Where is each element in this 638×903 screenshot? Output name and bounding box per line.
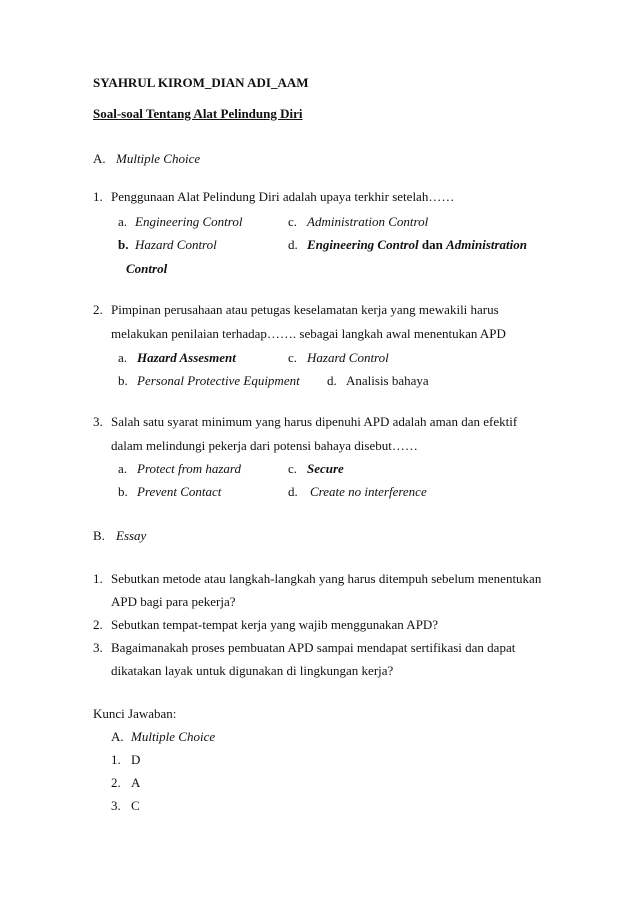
question-number: 3. bbox=[93, 414, 103, 429]
essay-text: Bagaimanakah proses pembuatan APD sampai mendapat sertifikasi dan dapat bbox=[111, 640, 516, 655]
section-a-letter: A. bbox=[93, 151, 106, 166]
answer-number: 2. bbox=[111, 775, 121, 790]
option-letter: b. bbox=[118, 373, 128, 388]
option-letter: c. bbox=[288, 350, 298, 365]
option-letter: d. bbox=[327, 373, 337, 388]
option-text: Administration Control bbox=[307, 214, 429, 229]
option-text: Secure bbox=[307, 461, 344, 476]
option-text: Hazard Control bbox=[135, 237, 217, 252]
section-b-letter: B. bbox=[93, 528, 105, 543]
doc-subtitle: Soal-soal Tentang Alat Pelindung Diri bbox=[93, 106, 303, 121]
option-text: Create no interference bbox=[310, 484, 427, 499]
answer-value: D bbox=[131, 752, 141, 767]
option-text: Personal Protective Equipment bbox=[137, 373, 300, 388]
essay-text: Sebutkan tempat-tempat kerja yang wajib menggunakan APD? bbox=[111, 617, 439, 632]
option-letter: a. bbox=[118, 461, 128, 476]
option-letter: b. bbox=[118, 484, 128, 499]
option-letter: a. bbox=[118, 214, 128, 229]
answer-key-heading: Kunci Jawaban: bbox=[93, 706, 177, 721]
option-letter: b. bbox=[118, 237, 129, 252]
option-text-part: dan bbox=[418, 237, 447, 252]
question-number: 1. bbox=[93, 189, 103, 204]
doc-title: SYAHRUL KIROM_DIAN ADI_AAM bbox=[93, 75, 309, 90]
option-text: Hazard Control bbox=[307, 350, 389, 365]
essay-number: 3. bbox=[93, 640, 103, 655]
option-letter: d. bbox=[288, 484, 298, 499]
option-text: Prevent Contact bbox=[137, 484, 222, 499]
answer-key-sub-letter: A. bbox=[111, 729, 124, 744]
option-text-part: Engineering Control bbox=[307, 237, 419, 252]
answer-number: 1. bbox=[111, 752, 121, 767]
answer-number: 3. bbox=[111, 798, 121, 813]
option-letter: d. bbox=[288, 237, 298, 252]
essay-number: 2. bbox=[93, 617, 103, 632]
section-a-heading: Multiple Choice bbox=[116, 151, 201, 166]
question-text: Salah satu syarat minimum yang harus dipenuhi APD adalah aman dan efektif bbox=[111, 414, 518, 429]
option-text: Analisis bahaya bbox=[346, 373, 429, 388]
option-text: Hazard Assesment bbox=[137, 350, 236, 365]
question-text: melakukan penilaian terhadap……. sebagai langkah awal menentukan APD bbox=[111, 326, 506, 341]
essay-text: Sebutkan metode atau langkah-langkah yang harus ditempuh sebelum menentukan bbox=[111, 571, 542, 586]
answer-value: C bbox=[131, 798, 140, 813]
essay-text: dikatakan layak untuk digunakan di lingkungan kerja? bbox=[111, 663, 394, 678]
option-letter: c. bbox=[288, 214, 298, 229]
essay-number: 1. bbox=[93, 571, 103, 586]
essay-text: APD bagi para pekerja? bbox=[111, 594, 236, 609]
option-text bbox=[307, 237, 527, 253]
section-b-heading: Essay bbox=[116, 528, 147, 543]
answer-key-sub-heading: Multiple Choice bbox=[131, 729, 216, 744]
option-text: Protect from hazard bbox=[137, 461, 241, 476]
option-letter: a. bbox=[118, 350, 128, 365]
answer-value: A bbox=[131, 775, 141, 790]
question-text: Penggunaan Alat Pelindung Diri adalah upaya terkhir setelah…… bbox=[111, 189, 455, 204]
option-text-part: Administration bbox=[446, 237, 528, 252]
option-text: Engineering Control bbox=[135, 214, 243, 229]
question-text: dalam melindungi pekerja dari potensi bahaya disebut…… bbox=[111, 438, 418, 453]
option-letter: c. bbox=[288, 461, 298, 476]
question-text: Pimpinan perusahaan atau petugas keselamatan kerja yang mewakili harus bbox=[111, 302, 499, 317]
option-text-continued: Control bbox=[126, 261, 168, 276]
question-number: 2. bbox=[93, 302, 103, 317]
